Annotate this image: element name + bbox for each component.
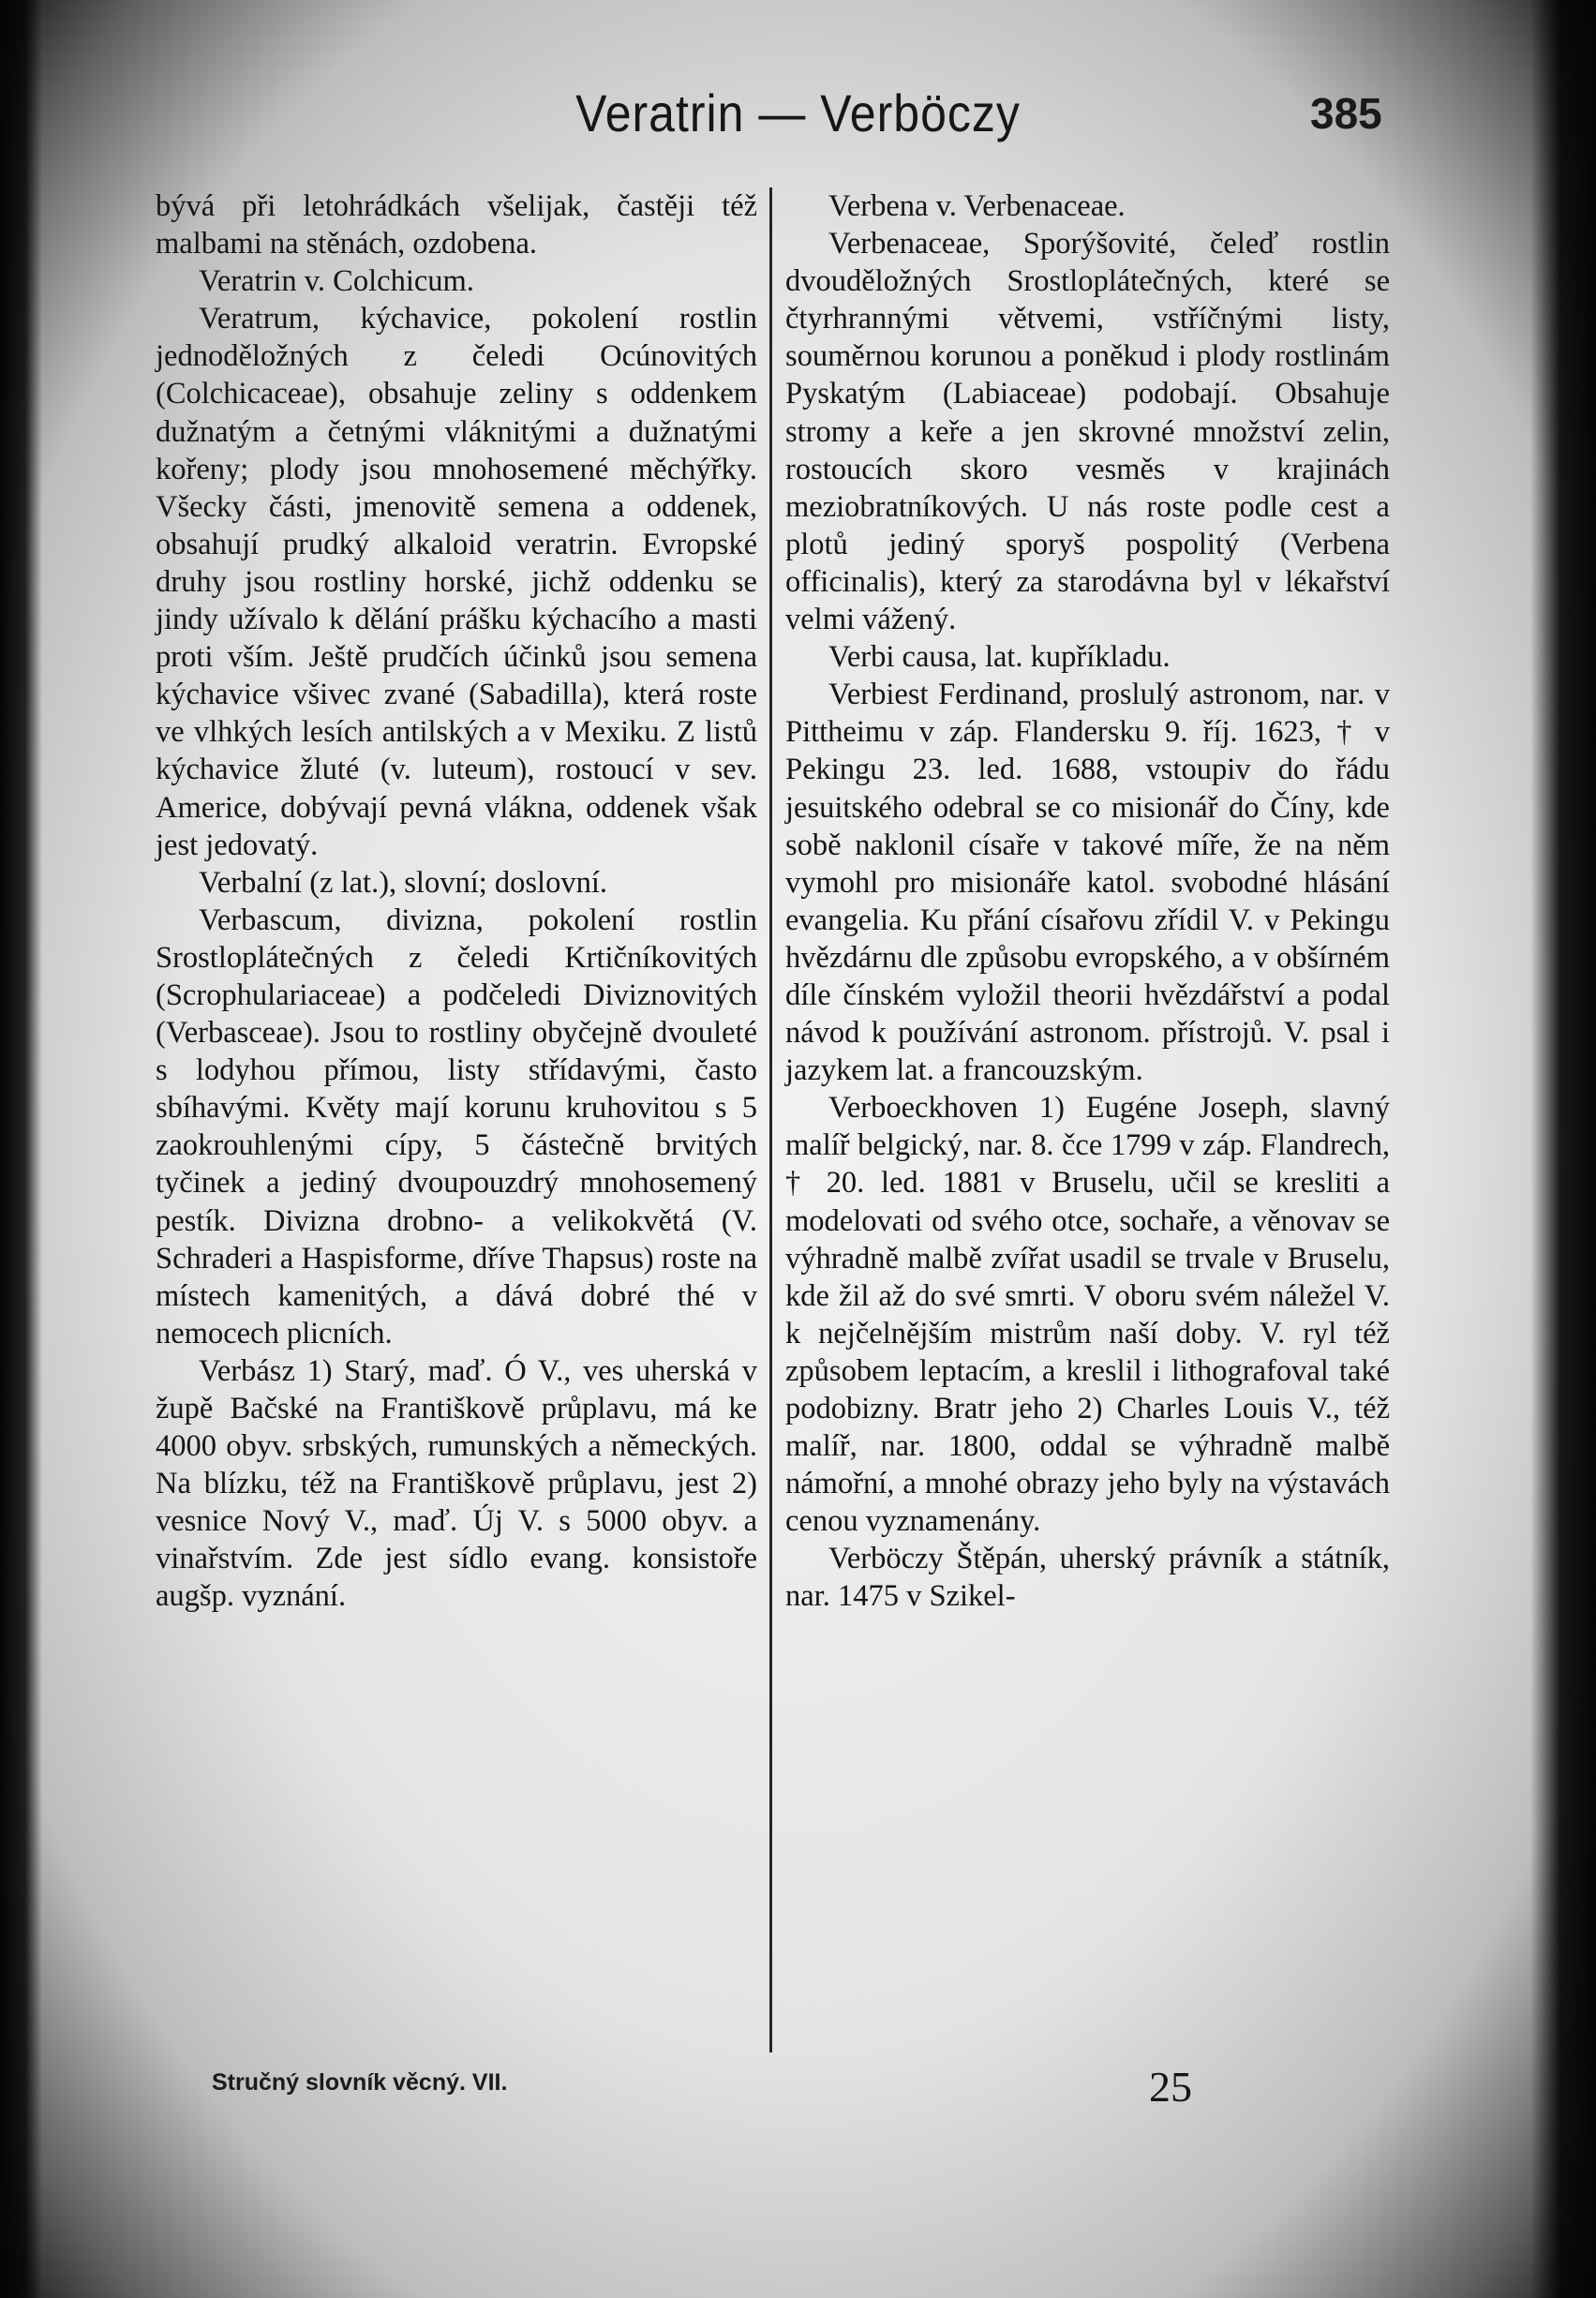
footer-title: Stručný slovník věcný. VII.	[212, 2069, 508, 2096]
column-divider	[769, 187, 772, 2052]
entry-paragraph: Veratrin v. Colchicum.	[199, 264, 474, 299]
entry-paragraph: Verbalní (z lat.), slovní; doslovní.	[199, 865, 607, 900]
right-column	[785, 187, 1390, 1616]
entry-paragraph: Verbász 1) Starý, maď. Ó V., ves uherská v župě Bačské na Františkově průplavu, má ke 4000 obyv. srbských, rumunských a německých. Na blízku, též na Františkově průplavu, jest 2) vesnice Nový V., maď. Új V. s 5000 obyv. a vinařstvím. Zde jest sídlo evang. konsistoře augšp. vyznání.	[156, 1353, 757, 1614]
entry-paragraph: Veratrum, kýchavice, pokolení rostlin jednoděložných z čeledi Ocúnovitých (Colchicaceae), obsahuje zeliny s oddenkem dužnatým a četnými vláknitými a dužnatými kořeny; plody jsou mnohosemené měchýřky. Všecky části, jmenovitě semena a oddenek, obsahují prudký alkaloid veratrin. Evropské druhy jsou rostliny horské, jichž oddenku se jindy užívalo k dělání prášku kýchacího a masti proti vším. Ještě prudčích účinků jsou semena kýchavice všivec zvané (Sabadilla), která roste ve vlhkých lesích antilských a v Mexiku. Z listů kýchavice žluté (v. luteum), rostoucí v sev. Americe, dobývají pevná vlákna, oddenek však jest jedovatý.	[156, 302, 757, 862]
signature-mark: 25	[1149, 2063, 1192, 2111]
entry-paragraph: Verbi causa, lat. kupříkladu.	[828, 640, 1171, 675]
left-column	[156, 187, 757, 1616]
entry-paragraph: Verbascum, divizna, pokolení rostlin Srostloplátečných z čeledi Krtičníkovitých (Scrophulariaceae) a podčeledi Diviznovitých (Verbasceae). Jsou to rostliny obyčejně dvouleté s lodyhou přímou, listy střídavými, často sbíhavými. Květy mají korunu kruhovitou s 5 zaokrouhlenými cípy, 5 částečně brvitých tyčinek a jediný dvoupouzdrý mnohosemený pestík. Divizna drobno- a velikokvětá (V. Schraderi a Haspisforme, dříve Thapsus) roste na místech kamenitých, a dává dobré thé v nemocech plicních.	[156, 903, 757, 1350]
entry-paragraph: Verboeckhoven 1) Eugéne Joseph, slavný malíř belgický, nar. 8. čce 1799 v záp. Flandrech, † 20. led. 1881 v Bruselu, učil se kresliti a modelovati od svého otce, sochaře, a věnovav se výhradně malbě zvířat usadil se trvale v Bruselu, kde žil až do své smrti. V oboru svém náležel V. k nejčelnějším mistrům naší doby. V. ryl též způsobem leptacím, a kreslil i lithografoval také podobizny. Bratr jeho 2) Charles Louis V., též malíř, nar. 1800, oddal se výhradně malbě námořní, a mnohé obrazy jeho byly na výstavách cenou vyznamenány.	[785, 1091, 1390, 1539]
entry-paragraph: Verböczy Štěpán, uherský právník a státník, nar. 1475 v Szikel-	[785, 1542, 1390, 1614]
entry-paragraph: Verbenaceae, Sporýšovité, čeleď rostlin dvouděložných Srostloplátečných, které se čtyrhrannými větvemi, vstříčnými listy, souměrnou korunou a poněkud i plody rostlinám Pyskatým (Labiaceae) podobají. Obsahuje stromy a keře a jen skrovné množství zelin, rostoucích skoro vesměs v krajinách meziobratníkových. U nás roste podle cest a plotů jediný sporyš pospolitý (Verbena officinalis), který za starodávna byl v lékařství velmi vážený.	[785, 227, 1390, 637]
entry-paragraph: Verbiest Ferdinand, proslulý astronom, nar. v Pittheimu v záp. Flandersku 9. říj. 1623, † v Pekingu 23. led. 1688, vstoupiv do řádu jesuitského odebral se co misionář do Číny, kde sobě naklonil císaře v takové míře, že na něm vymohl pro misionáře katol. svobodné hlásání evangelia. Ku přání císařovu zřídil V. v Pekingu hvězdárnu dle způsobu evropského, a v obšírném díle čínském vyložil theorii hvězdářství a podal návod k používání astronom. přístrojů. V. psal i jazykem lat. a francouzským.	[785, 678, 1390, 1088]
running-header: Veratrin — Verböczy	[575, 83, 1021, 143]
entry-paragraph: bývá při letohrádkách všelijak, častěji též malbami na stěnách, ozdobena.	[156, 189, 757, 261]
page-number: 385	[1310, 89, 1382, 138]
entry-paragraph: Verbena v. Verbenaceae.	[828, 189, 1126, 223]
